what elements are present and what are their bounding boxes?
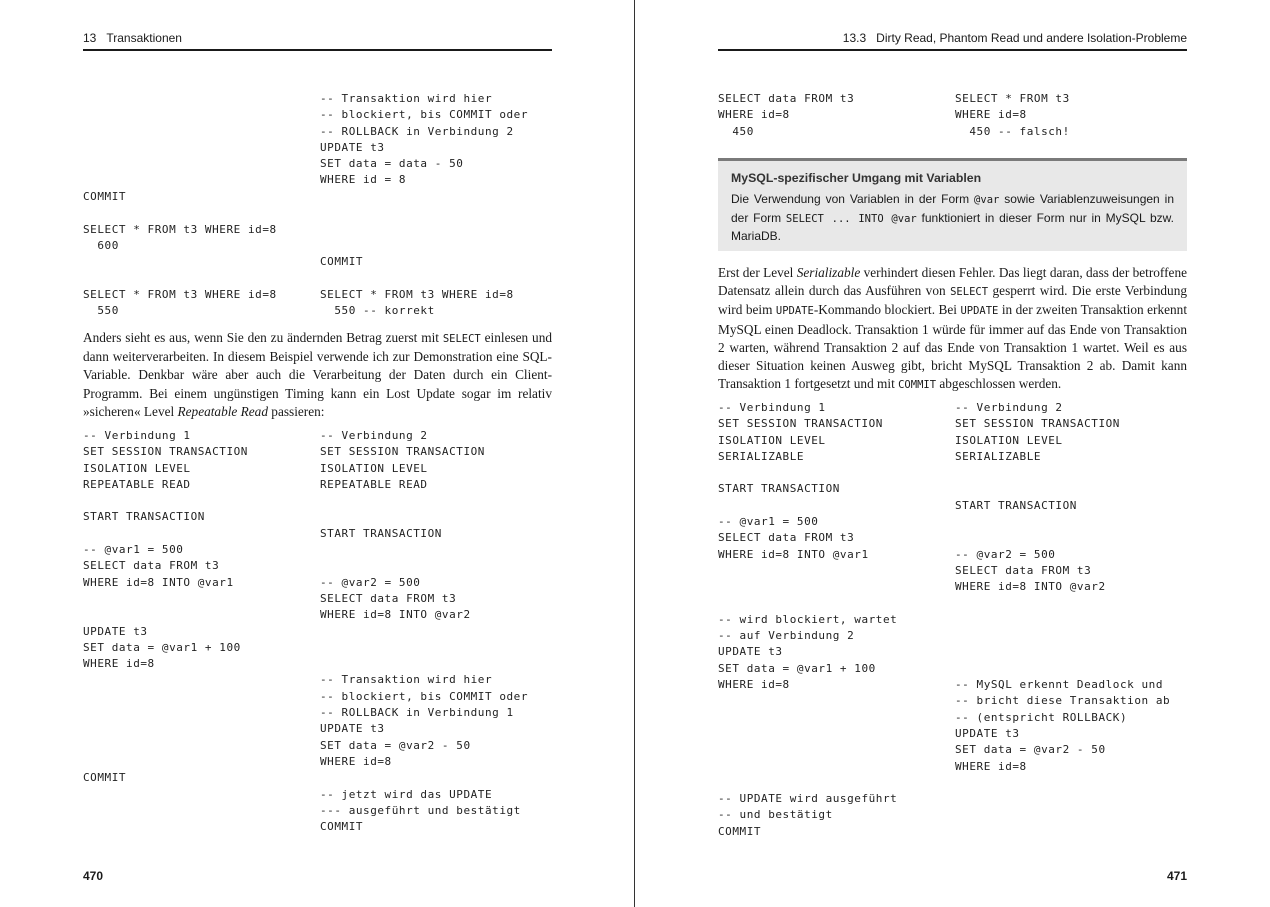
code-column-connection-1: -- Verbindung 1 SET SESSION TRANSACTION ISOLATION LEVEL REPEATABLE READ START TRANSACTION -- @var1 = 500 SELECT data FROM t3 WHERE id=8 INTO @var1 UPDATE t3 SET data = @var1 + 100 WHERE id=8 COMMIT [83,429,248,785]
chapter-title: Transaktionen [106,31,182,45]
left-page [0,0,634,907]
section-number: 13.3 [842,31,867,45]
code-block: COMMIT SELECT * FROM t3 WHERE id=8 600 [83,190,277,252]
text-run: Anders sieht es aus, wenn Sie den zu ändernden Betrag zuerst mit [83,330,443,345]
code-block: COMMIT [320,255,364,268]
chapter-number: 13 [83,31,97,45]
running-header-right [843,31,1187,45]
running-header-left [83,31,182,45]
code-block: SELECT * FROM t3 WHERE id=8 450 -- falsch! [955,92,1070,138]
text-run: abgeschlossen werden. [936,376,1062,392]
text-run: verhindert diesen Fehler. Das liegt daran, dass der betroffene Datensatz allein durch das Ausführen von [718,265,1187,299]
code-column-connection-1: -- Verbindung 1 SET SESSION TRANSACTION ISOLATION LEVEL SERIALIZABLE START TRANSACTION -- @var1 = 500 SELECT data FROM t3 WHERE id=8 INTO @var1 -- wird blockiert, wartet -- auf Verbindung 2 UPDATE t3 SET data = @var1 + 100 WHERE id=8 -- UPDATE wird ausgeführt -- und bestätigt COMMIT [718,401,898,838]
info-box [718,158,1187,251]
text-run: einlesen und dann weiterverarbeiten. In diesem Beispiel verwende ich zur Demonstration eine SQL-Variable. Denkbar wäre aber auch die Verarbeitung der Daten durch ein Client-Programm. Bei einem ungünstigen Timing kann ein Lost Update sogar im relativ »sicheren« Level [83,330,552,419]
text-run: Die Verwendung von Variablen in der Form [731,192,975,206]
page-number: 470 [83,869,104,883]
header-rule [83,49,552,51]
text-run: Erst der Level [718,265,797,280]
section-title: Dirty Read, Phantom Read und andere Isolation-Probleme [876,31,1187,45]
header-rule [718,49,1187,51]
info-box-body [731,191,1174,246]
right-page [635,0,1270,907]
inline-code: UPDATE [960,305,999,318]
text-run: gesperrt wird. Die erste Verbindung wird beim [718,283,1188,318]
code-column-connection-2: -- Verbindung 2 SET SESSION TRANSACTION ISOLATION LEVEL SERIALIZABLE START TRANSACTION -- @var2 = 500 SELECT data FROM t3 WHERE id=8 INTO @var2 -- MySQL erkennt Deadlock und -- bricht diese Transaktion ab -- (entspricht ROLLBACK) UPDATE t3 SET data = @var2 - 50 WHERE id=8 [955,401,1171,773]
text-run: sowie Variablenzuweisungen in der Form [731,192,1174,225]
text-run: -Kommando blockiert. Bei [813,302,961,318]
inline-code: SELECT [950,286,989,299]
inline-code: SELECT [442,333,481,345]
inline-code: COMMIT [898,379,937,392]
page-number: 471 [1166,869,1187,883]
inline-code: SELECT ... INTO @var [785,212,917,225]
text-run: passieren: [267,403,325,419]
code-block: SELECT * FROM t3 WHERE id=8 550 [83,288,277,318]
emphasis: Serializable [796,265,861,280]
text-run: in der zweiten Transaktion erkennt MySQL einen Deadlock. Transaktion 1 würde für immer auf das Ende von Transaktion 2 warten, während Transaktion 2 auf das Ende von Transaktion 1 wartet. Weil es aus dieser Situation keinen Ausweg gibt, bricht MySQL Transaktion 2 ab. Damit kann Transaktion 1 fortgesetzt und mit [718,302,1188,392]
info-box-title: MySQL-spezifischer Umgang mit Variablen [731,171,982,185]
body-paragraph [83,329,552,421]
inline-code: @var [974,194,1000,206]
code-column-connection-2: -- Verbindung 2 SET SESSION TRANSACTION ISOLATION LEVEL REPEATABLE READ START TRANSACTION -- @var2 = 500 SELECT data FROM t3 WHERE id=8 INTO @var2 -- Transaktion wird hier -- blockiert, bis COMMIT oder -- ROLLBACK in Verbindung 1 UPDATE t3 SET data = @var2 - 50 WHERE id=8 -- jetzt wird das UPDATE --- ausgeführt und bestätigt COMMIT [320,429,529,834]
text-run: funktioniert in dieser Form nur in MySQL bzw. MariaDB. [731,210,1174,244]
code-block: SELECT data FROM t3 WHERE id=8 450 [718,92,855,138]
inline-code: UPDATE [775,305,814,318]
code-block: SELECT * FROM t3 WHERE id=8 550 -- korrekt [320,288,514,318]
body-paragraph [718,264,1187,394]
code-block: -- Transaktion wird hier -- blockiert, bis COMMIT oder -- ROLLBACK in Verbindung 2 UPDATE t3 SET data = data - 50 WHERE id = 8 [320,92,529,187]
emphasis: Repeatable Read [177,403,268,419]
